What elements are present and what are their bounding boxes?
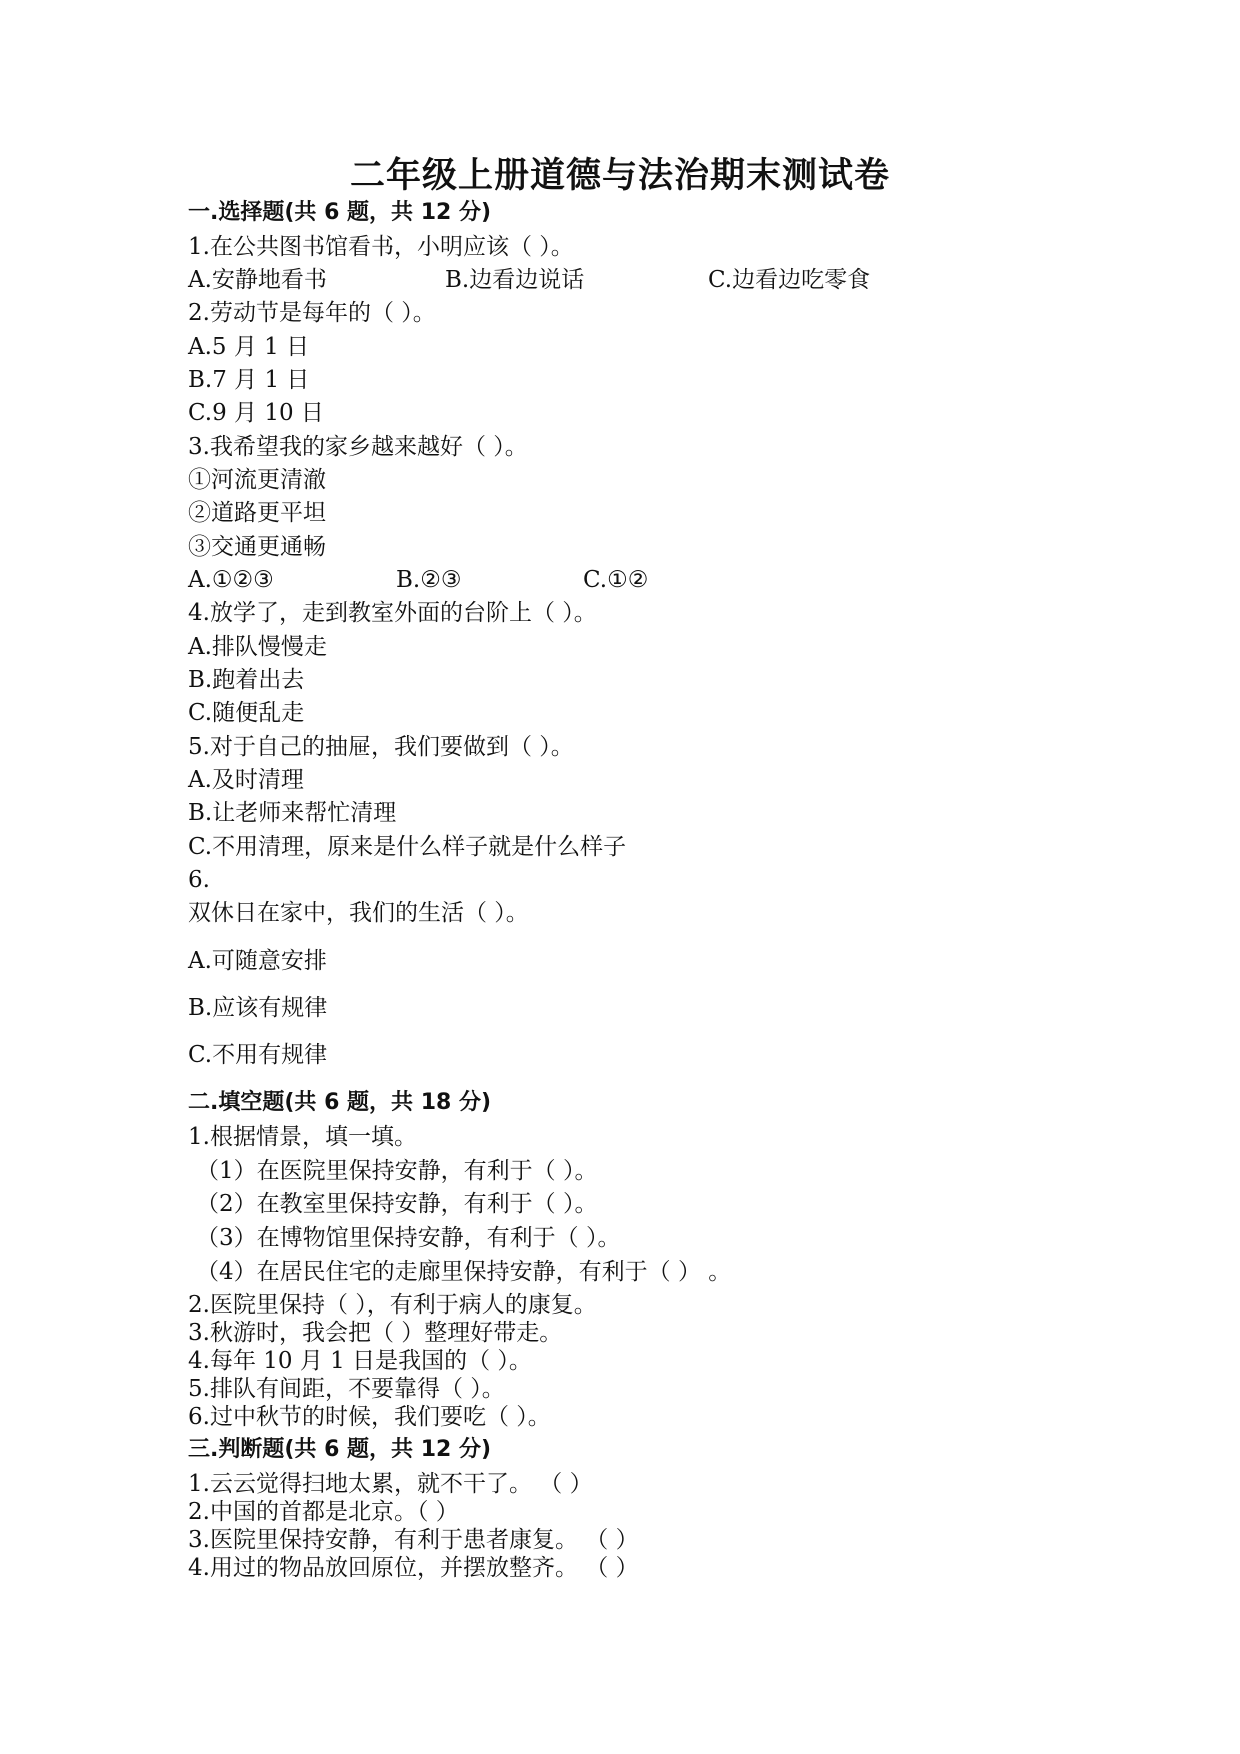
sub-question: （1）在医院里保持安静，有利于（ ）。 [196,1158,598,1184]
option-c: C.9 月 10 日 [188,400,324,426]
option-a: A.5 月 1 日 [188,334,310,360]
option-b: B.7 月 1 日 [188,367,310,393]
question-stem: 4.每年 10 月 1 日是我国的（ ）。 [188,1348,532,1374]
page-title: 二年级上册道德与法治期末测试卷 [349,155,890,196]
sub-question: （2）在教室里保持安静，有利于（ ）。 [196,1191,598,1217]
option-c: C.边看边吃零食 [708,267,871,293]
question-stem: 3.我希望我的家乡越来越好（ ）。 [188,434,528,460]
question-stem: 6.过中秋节的时候，我们要吃（ ）。 [188,1404,551,1430]
question-stem: 双休日在家中，我们的生活（ ）。 [188,900,529,926]
section-heading-choice: 一.选择题(共 6 题，共 12 分) [188,200,492,225]
sub-question: （4）在居民住宅的走廊里保持安静，有利于（ ） 。 [196,1259,732,1285]
question-stem: 1.根据情景，填一填。 [188,1124,417,1150]
option-c: C.不用清理，原来是什么样子就是什么样子 [188,834,627,860]
option-a: A.①②③ [188,567,274,593]
list-item: ①河流更清澈 [188,467,326,493]
option-c: C.①② [583,567,649,593]
option-a: A.排队慢慢走 [188,634,327,660]
question-stem: 1.在公共图书馆看书，小明应该（ ）。 [188,234,574,260]
sub-question: （3）在博物馆里保持安静，有利于（ ）。 [196,1225,621,1251]
option-b: B.跑着出去 [188,667,305,693]
option-a: A.安静地看书 [188,267,327,293]
question-stem: 5.排队有间距，不要靠得（ ）。 [188,1376,505,1402]
option-b: B.让老师来帮忙清理 [188,800,397,826]
option-c: C.不用有规律 [188,1042,328,1068]
question-stem: 2.医院里保持（ ），有利于病人的康复。 [188,1292,597,1318]
option-a: A.可随意安排 [188,948,327,974]
question-stem: 3.医院里保持安静，有利于患者康复。 （ ） [188,1527,639,1553]
option-b: B.②③ [396,567,462,593]
question-stem: 2.中国的首都是北京。（ ） [188,1499,459,1525]
question-stem: 2.劳动节是每年的（ ）。 [188,300,436,326]
section-heading-judge: 三.判断题(共 6 题，共 12 分) [188,1437,492,1462]
section-heading-fill: 二.填空题(共 6 题，共 18 分) [188,1090,492,1115]
list-item: ②道路更平坦 [188,500,326,526]
option-b: B.应该有规律 [188,995,328,1021]
question-stem: 5.对于自己的抽屉，我们要做到（ ）。 [188,734,574,760]
option-a: A.及时清理 [188,767,304,793]
option-c: C.随便乱走 [188,700,305,726]
question-stem: 4.放学了，走到教室外面的台阶上（ ）。 [188,600,597,626]
question-number: 6. [188,867,210,893]
question-stem: 4.用过的物品放回原位，并摆放整齐。 （ ） [188,1555,639,1581]
question-stem: 1.云云觉得扫地太累，就不干了。 （ ） [188,1471,593,1497]
question-stem: 3.秋游时，我会把（ ）整理好带走。 [188,1320,563,1346]
option-b: B.边看边说话 [445,267,585,293]
list-item: ③交通更通畅 [188,534,326,560]
